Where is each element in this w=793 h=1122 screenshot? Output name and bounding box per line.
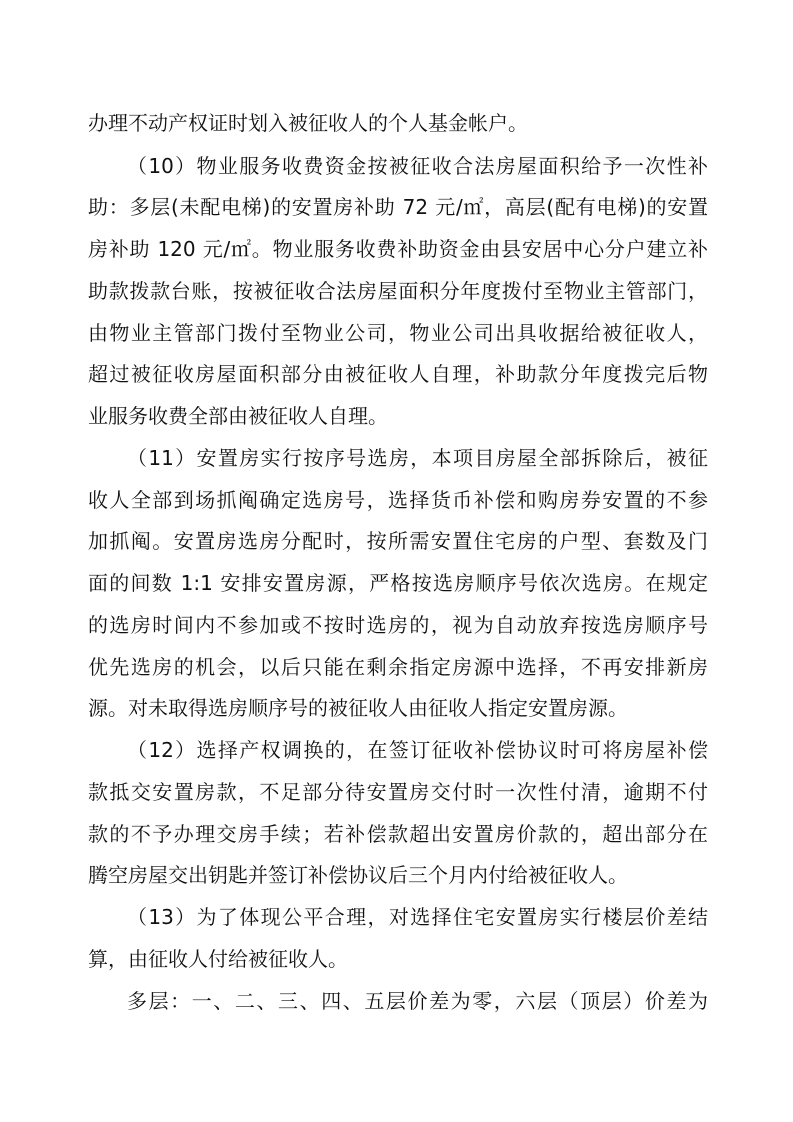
text-line: （13）为了体现公平合理，对选择住宅安置房实行楼层价差结 (127, 905, 708, 929)
text-line: 款抵交安置房款，不足部分待安置房交付时一次性付清，逾期不付 (88, 780, 708, 804)
text-line: 助：多层(未配电梯)的安置房补助 72 元/㎡，高层(配有电梯)的安置 (88, 195, 708, 219)
text-line: （11）安置房实行按序号选房，本项目房屋全部拆除后，被征 (127, 446, 708, 470)
text-line: 房补助 120 元/㎡。物业服务收费补助资金由县安居中心分户建立补 (88, 237, 708, 261)
text-line: 算，由征收人付给被征收人。 (88, 947, 348, 971)
text-line: 多层：一、二、三、四、五层价差为零，六层（顶层）价差为 (127, 989, 708, 1013)
text-line: 面的间数 1:1 安排安置房源，严格按选房顺序号依次选房。在规定 (88, 571, 708, 595)
text-line: （10）物业服务收费资金按被征收合法房屋面积给予一次性补 (127, 154, 708, 178)
text-line: 业服务收费全部由被征收人自理。 (88, 404, 388, 428)
text-line: （12）选择产权调换的，在签订征收补偿协议时可将房屋补偿 (127, 738, 708, 762)
text-line: 优先选房的机会，以后只能在剩余指定房源中选择，不再安排新房 (88, 655, 708, 679)
text-line: 源。对未取得选房顺序号的被征收人由征收人指定安置房源。 (88, 696, 628, 720)
text-line: 款的不予办理交房手续；若补偿款超出安置房价款的，超出部分在 (88, 822, 708, 846)
text-line: 加抓阄。安置房选房分配时，按所需安置住宅房的户型、套数及门 (88, 529, 708, 553)
text-line: 超过被征收房屋面积部分由被征收人自理，补助款分年度拨完后物 (88, 362, 708, 386)
text-line: 助款拨款台账，按被征收合法房屋面积分年度拨付至物业主管部门， (88, 279, 708, 303)
text-line: 的选房时间内不参加或不按时选房的，视为自动放弃按选房顺序号 (88, 613, 708, 637)
text-line: 腾空房屋交出钥匙并签订补偿协议后三个月内付给被征收人。 (88, 863, 628, 887)
text-line: 收人全部到场抓阄确定选房号，选择货币补偿和购房券安置的不参 (88, 488, 708, 512)
text-line: 办理不动产权证时划入被征收人的个人基金帐户。 (88, 111, 528, 135)
text-line: 由物业主管部门拨付至物业公司，物业公司出具收据给被征收人， (88, 321, 708, 345)
